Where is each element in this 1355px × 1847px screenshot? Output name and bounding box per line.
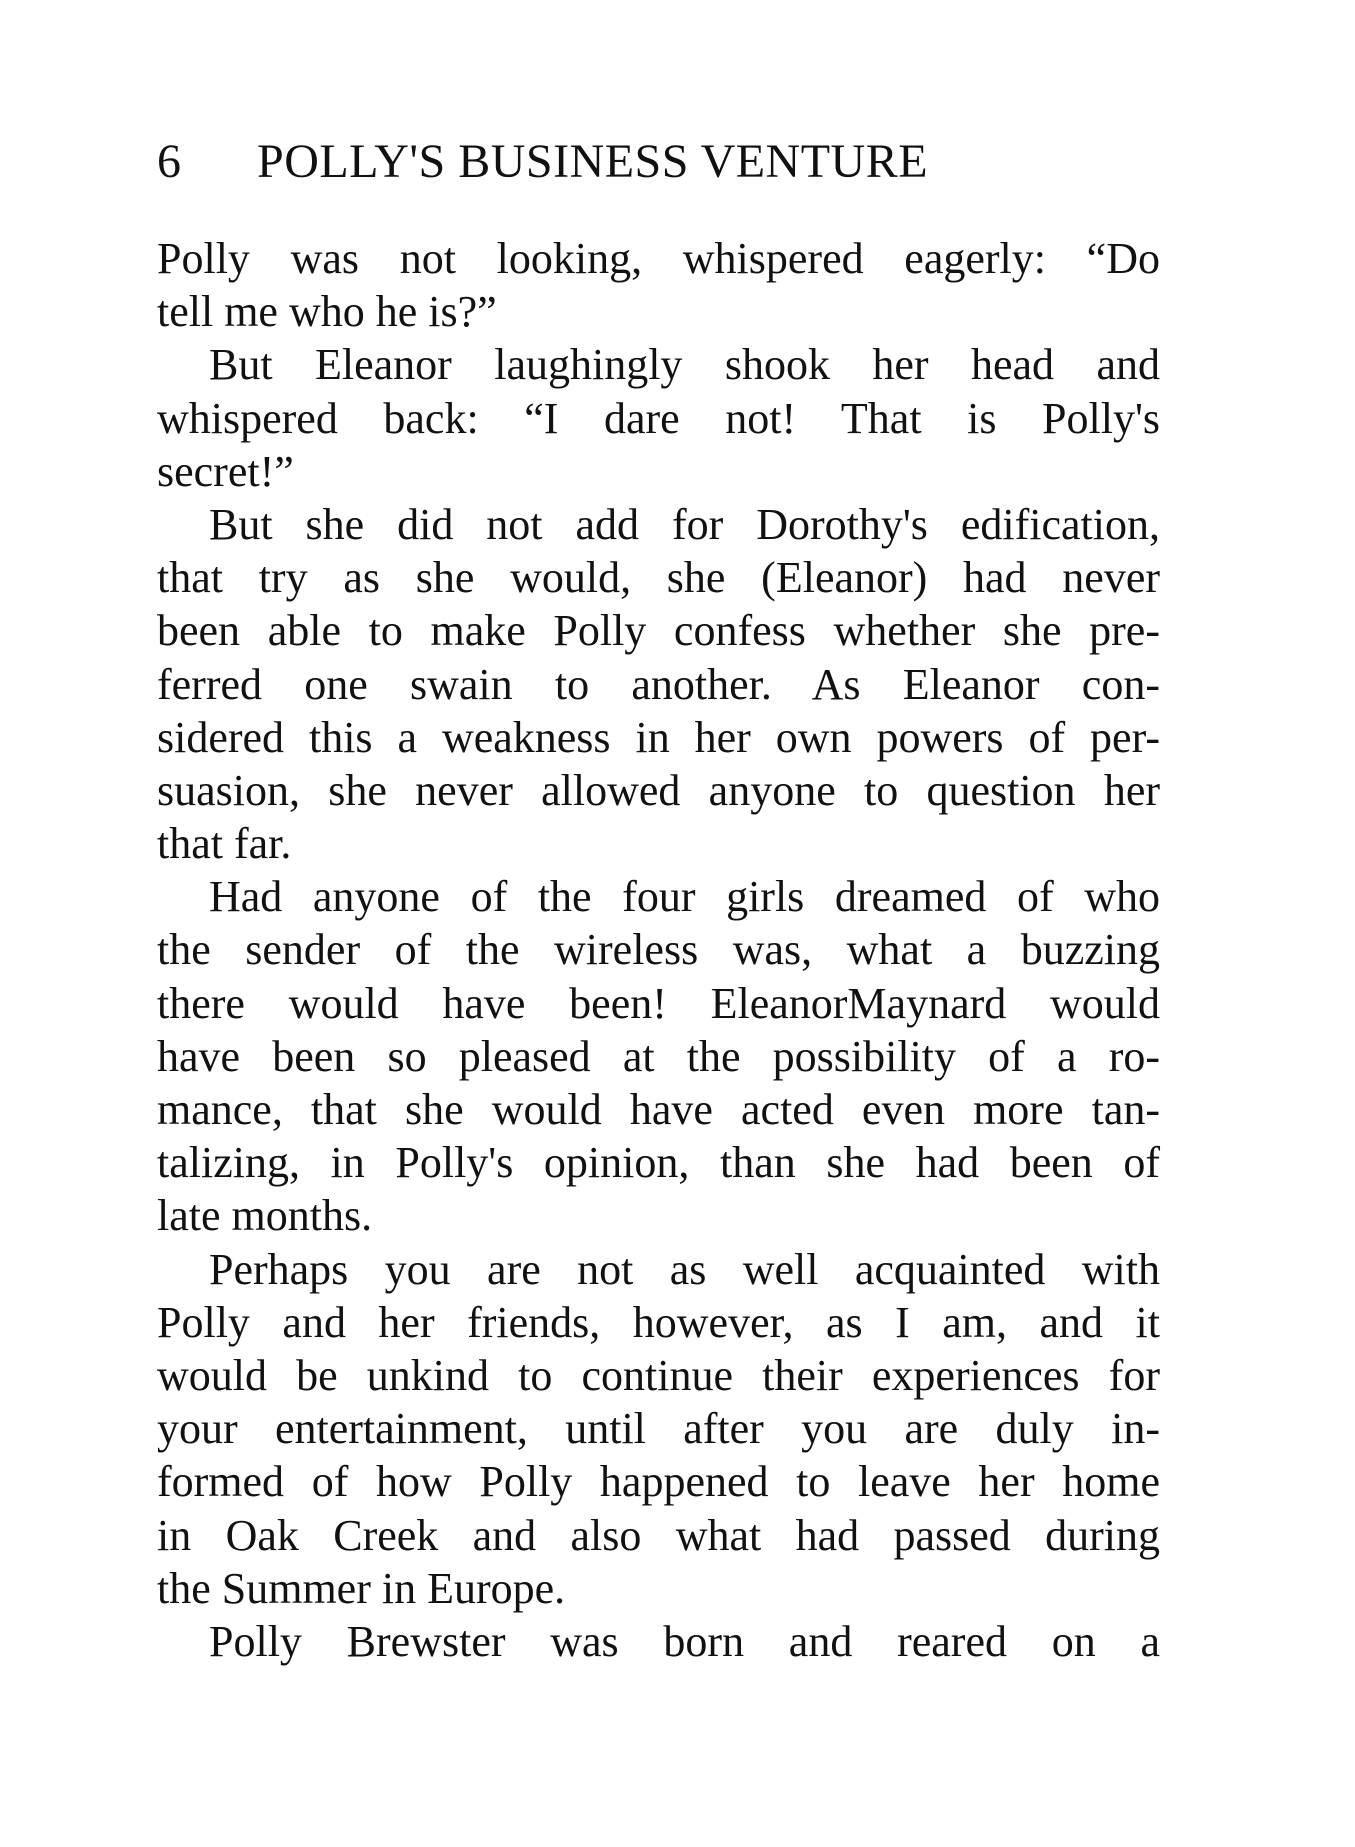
text-line: Perhaps you are not as well acquainted with [209,1244,1160,1294]
text-line: that try as she would, she (Eleanor) had never [157,553,1160,603]
text-line: late months. [157,1191,373,1241]
text-line: in Oak Creek and also what had passed during [157,1510,1160,1560]
text-line: have been so pleased at the possibility of a ro- [157,1031,1160,1081]
text-line: Polly Brewster was born and reared on a [209,1616,1160,1666]
body-text [157,232,1160,1668]
text-line: secret!” [157,446,294,496]
text-line: ferred one swain to another. As Eleanor con- [157,659,1160,709]
text-line: mance, that she would have acted even more tan- [157,1085,1160,1134]
running-head-title: POLLY'S BUSINESS VENTURE [257,135,929,188]
text-line: tell me who he is?” [157,287,497,337]
text-line: the sender of the wireless was, what a buzzing [157,925,1160,975]
text-line: the Summer in Europe. [157,1563,566,1613]
text-line: formed of how Polly happened to leave her home [157,1457,1160,1507]
text-line: suasion, she never allowed anyone to question her [157,765,1160,815]
text-line: that far. [157,819,292,869]
page-number: 6 [157,135,182,188]
text-line: would be unkind to continue their experiences for [157,1350,1160,1400]
text-line: But Eleanor laughingly shook her head and [209,340,1160,390]
text-line: talizing, in Polly's opinion, than she had been of [157,1138,1160,1188]
text-line: there would have been! EleanorMaynard would [157,978,1160,1028]
text-line: Polly and her friends, however, as I am, and it [157,1297,1160,1347]
text-line: sidered this a weakness in her own powers of per- [157,712,1160,762]
text-line: Had anyone of the four girls dreamed of who [209,872,1160,922]
text-line: But she did not add for Dorothy's edification, [209,499,1160,549]
running-head [157,132,1157,192]
text-line: been able to make Polly confess whether she pre- [157,606,1160,656]
text-line: your entertainment, until after you are duly in- [157,1404,1160,1454]
text-line: Polly was not looking, whispered eagerly: “Do [157,234,1160,283]
text-line: whispered back: “I dare not! That is Polly's [157,393,1160,443]
